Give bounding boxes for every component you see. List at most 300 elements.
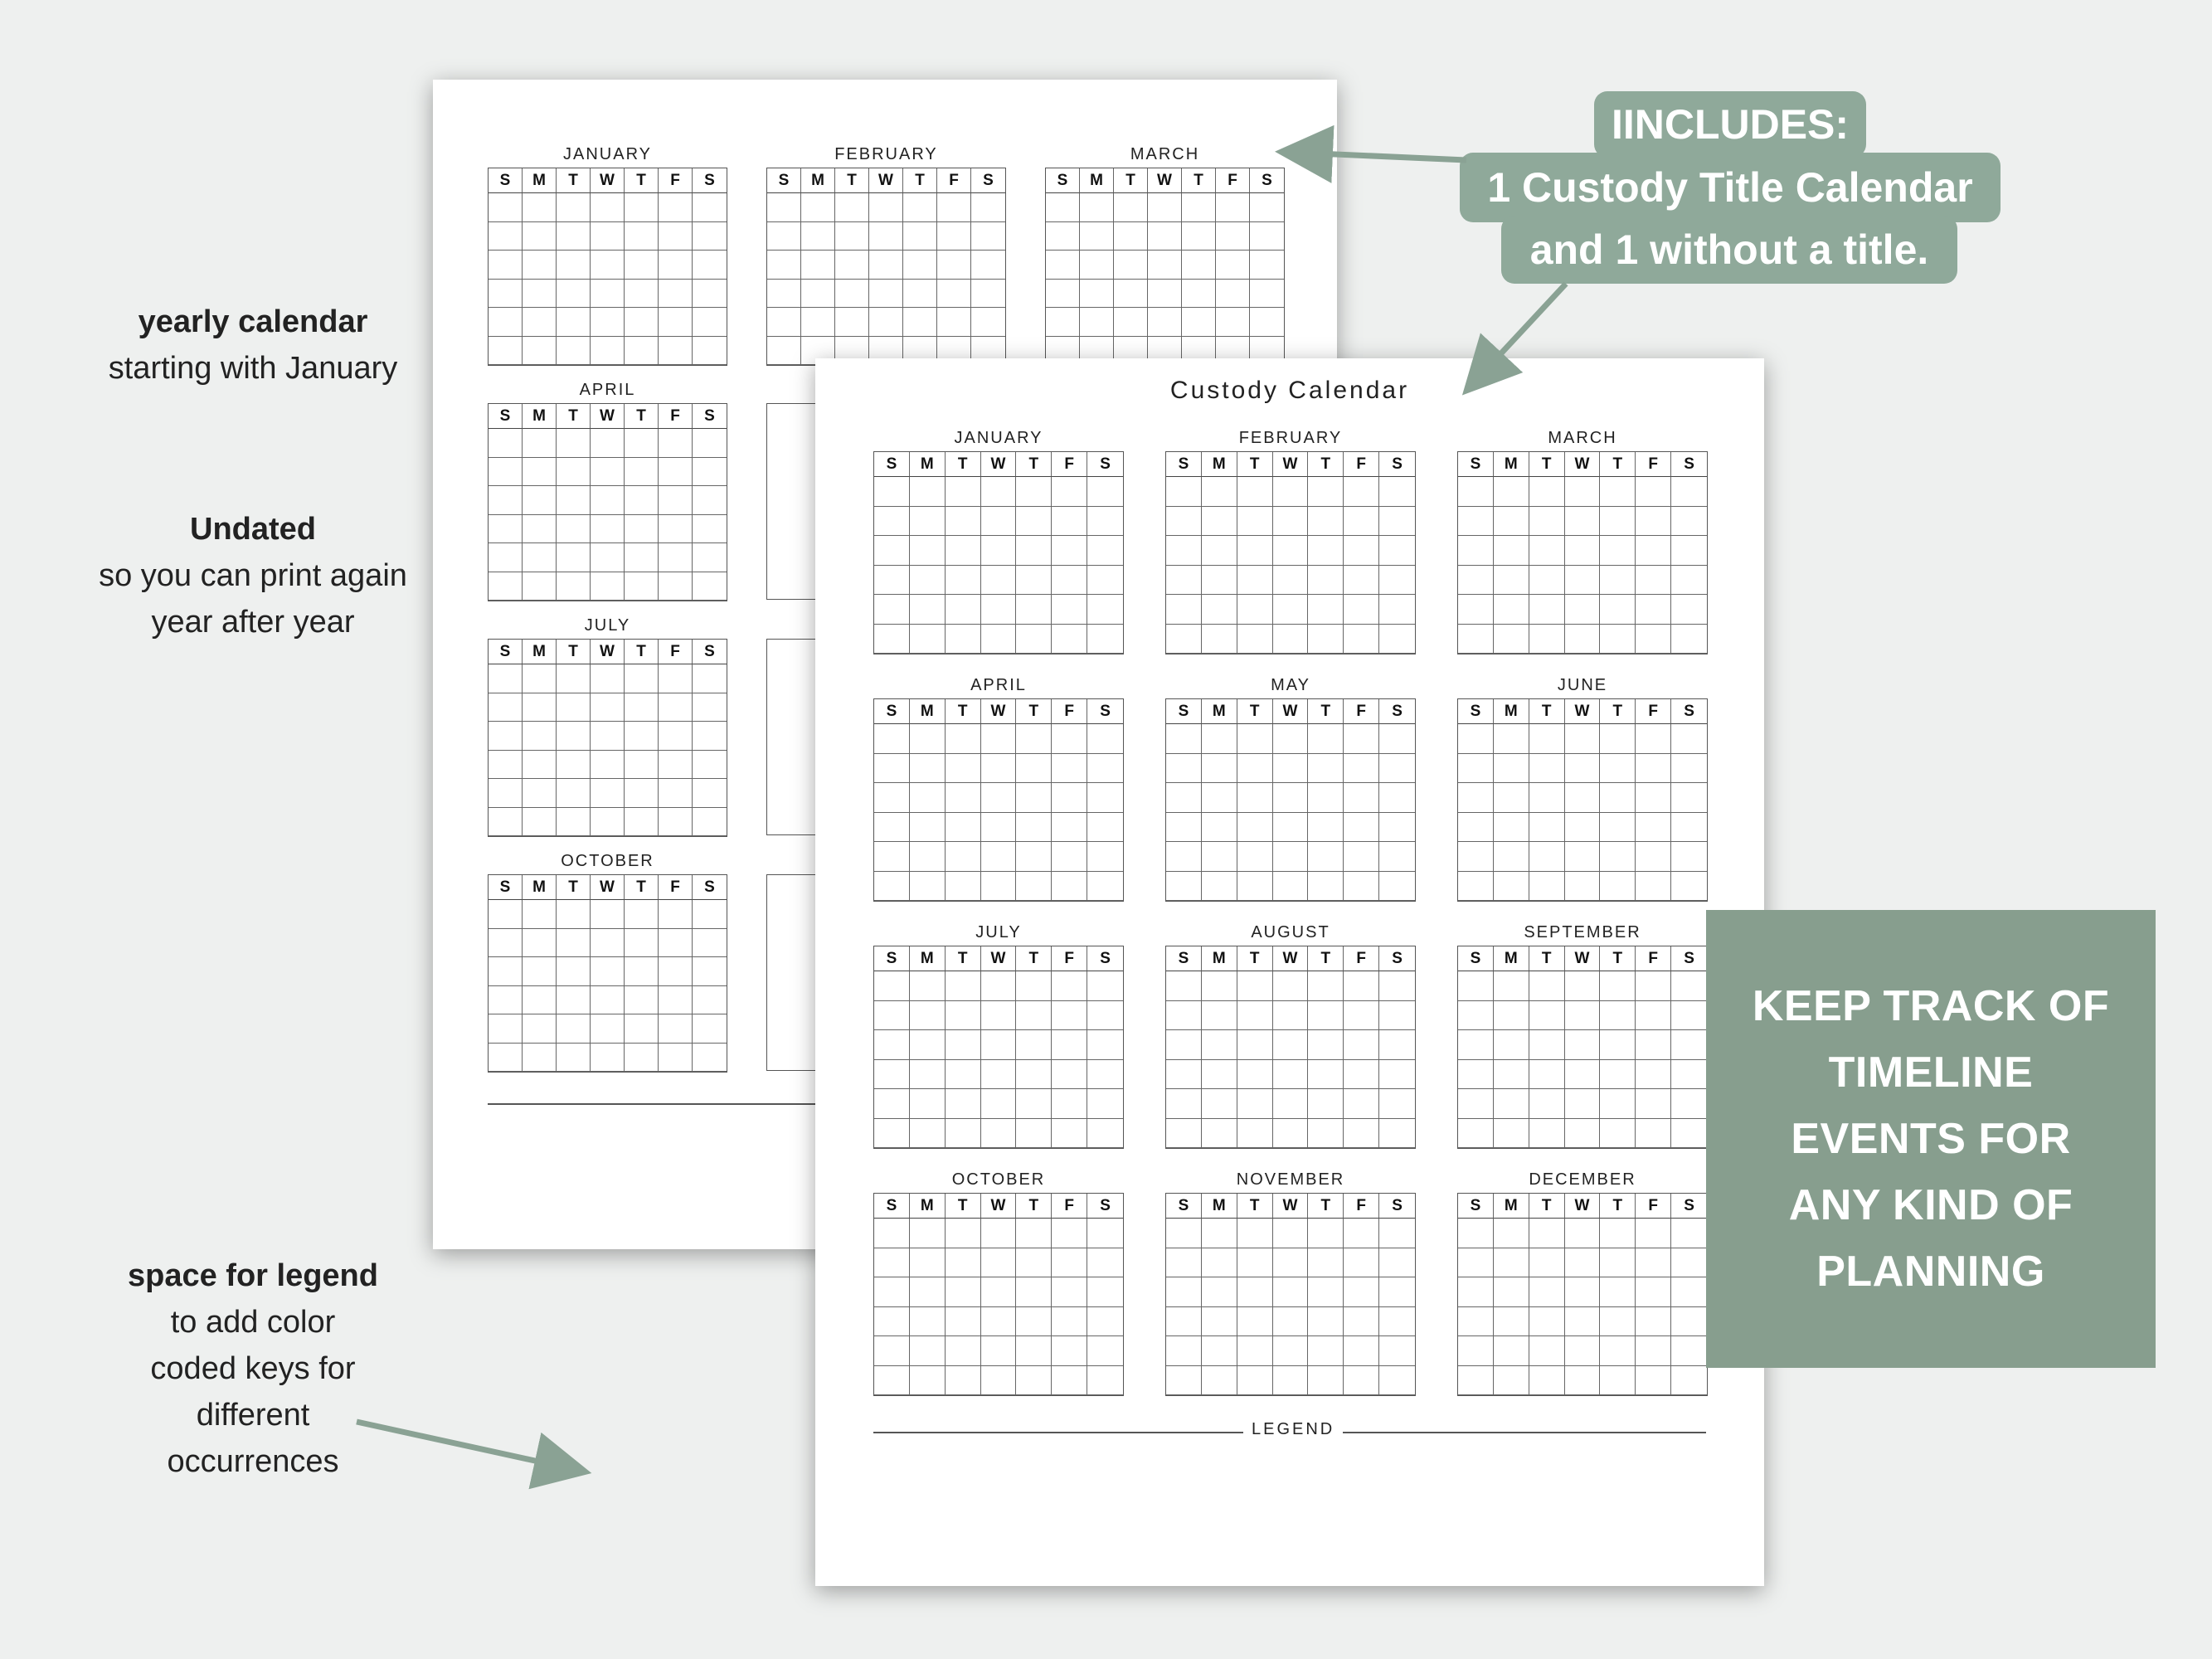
weekday-header: T bbox=[1600, 699, 1636, 724]
weekday-header: M bbox=[1080, 168, 1114, 193]
month-label: AUGUST bbox=[1251, 923, 1330, 941]
month-november bbox=[1165, 1166, 1416, 1394]
day-cell bbox=[557, 515, 591, 544]
day-cell bbox=[1087, 724, 1123, 754]
day-cell bbox=[1344, 536, 1379, 566]
day-cell bbox=[1379, 971, 1415, 1001]
day-cell bbox=[1308, 754, 1344, 784]
day-cell bbox=[659, 986, 693, 1015]
day-cell bbox=[801, 193, 835, 222]
weekday-header: S bbox=[1166, 452, 1202, 477]
day-cell bbox=[1636, 1307, 1671, 1337]
day-cell bbox=[625, 308, 659, 337]
day-cell bbox=[489, 779, 523, 808]
day-cell bbox=[489, 986, 523, 1015]
day-cell bbox=[523, 808, 557, 837]
weekday-header: M bbox=[1202, 1194, 1237, 1219]
day-cell bbox=[946, 1060, 981, 1090]
day-cell bbox=[489, 572, 523, 601]
day-cell bbox=[1636, 595, 1671, 625]
day-cell bbox=[625, 693, 659, 722]
day-cell bbox=[591, 222, 625, 251]
weekday-header: S bbox=[1166, 946, 1202, 971]
month-march bbox=[1457, 425, 1708, 653]
weekday-header: F bbox=[1052, 1194, 1087, 1219]
day-cell bbox=[1016, 1001, 1052, 1031]
day-cell bbox=[1087, 813, 1123, 843]
weekday-header: S bbox=[1671, 946, 1707, 971]
day-cell bbox=[1114, 251, 1148, 280]
day-cell bbox=[659, 515, 693, 544]
day-cell bbox=[1494, 842, 1529, 872]
month-april bbox=[873, 672, 1124, 900]
weekday-header: F bbox=[1636, 699, 1671, 724]
day-cell bbox=[591, 337, 625, 366]
day-cell bbox=[1379, 1219, 1415, 1248]
month-label: MARCH bbox=[1130, 145, 1200, 163]
day-cell bbox=[591, 572, 625, 601]
month-grid bbox=[488, 168, 727, 366]
weekday-header: F bbox=[1344, 452, 1379, 477]
day-cell bbox=[1529, 477, 1565, 507]
weekday-header: T bbox=[557, 168, 591, 193]
weekday-header: F bbox=[1636, 946, 1671, 971]
day-cell bbox=[946, 595, 981, 625]
day-cell bbox=[910, 507, 946, 537]
day-cell bbox=[557, 779, 591, 808]
day-cell bbox=[910, 595, 946, 625]
day-cell bbox=[1308, 1307, 1344, 1337]
day-cell bbox=[1166, 1219, 1202, 1248]
day-cell bbox=[1046, 193, 1080, 222]
day-cell bbox=[523, 957, 557, 986]
day-cell bbox=[489, 337, 523, 366]
day-cell bbox=[659, 543, 693, 572]
day-cell bbox=[1344, 1219, 1379, 1248]
weekday-header: M bbox=[1202, 699, 1237, 724]
day-cell bbox=[1237, 1219, 1273, 1248]
day-cell bbox=[1494, 1336, 1529, 1366]
day-cell bbox=[1565, 971, 1601, 1001]
day-cell bbox=[489, 251, 523, 280]
day-cell bbox=[625, 1044, 659, 1073]
day-cell bbox=[971, 308, 1005, 337]
day-cell bbox=[1458, 1307, 1494, 1337]
day-cell bbox=[946, 1089, 981, 1119]
day-cell bbox=[1273, 1030, 1309, 1060]
day-cell bbox=[1016, 625, 1052, 654]
day-cell bbox=[1016, 536, 1052, 566]
day-cell bbox=[1344, 1277, 1379, 1307]
day-cell bbox=[591, 429, 625, 458]
day-cell bbox=[557, 900, 591, 929]
day-cell bbox=[1636, 1001, 1671, 1031]
day-cell bbox=[1114, 280, 1148, 309]
day-cell bbox=[489, 222, 523, 251]
day-cell bbox=[1052, 1336, 1087, 1366]
day-cell bbox=[1600, 754, 1636, 784]
day-cell bbox=[659, 308, 693, 337]
day-cell bbox=[1148, 251, 1182, 280]
day-cell bbox=[1273, 1119, 1309, 1149]
day-cell bbox=[693, 693, 727, 722]
day-cell bbox=[523, 222, 557, 251]
day-cell bbox=[1379, 595, 1415, 625]
month-label: FEBRUARY bbox=[1238, 429, 1343, 447]
day-cell bbox=[1379, 1248, 1415, 1278]
weekday-header: T bbox=[946, 1194, 981, 1219]
day-cell bbox=[1494, 872, 1529, 902]
day-cell bbox=[1344, 813, 1379, 843]
day-cell bbox=[1016, 1219, 1052, 1248]
day-cell bbox=[1052, 507, 1087, 537]
day-cell bbox=[835, 280, 869, 309]
day-cell bbox=[1308, 1366, 1344, 1396]
day-cell bbox=[1202, 566, 1237, 596]
day-cell bbox=[874, 566, 910, 596]
day-cell bbox=[659, 779, 693, 808]
day-cell bbox=[1273, 625, 1309, 654]
day-cell bbox=[1636, 754, 1671, 784]
day-cell bbox=[523, 986, 557, 1015]
day-cell bbox=[981, 536, 1017, 566]
day-cell bbox=[1308, 625, 1344, 654]
day-cell bbox=[591, 664, 625, 693]
day-cell bbox=[1636, 507, 1671, 537]
day-cell bbox=[1671, 872, 1707, 902]
day-cell bbox=[557, 222, 591, 251]
day-cell bbox=[1237, 842, 1273, 872]
month-grid bbox=[1165, 698, 1416, 902]
day-cell bbox=[1148, 280, 1182, 309]
day-cell bbox=[1166, 625, 1202, 654]
day-cell bbox=[1166, 477, 1202, 507]
day-cell bbox=[489, 722, 523, 751]
day-cell bbox=[1087, 595, 1123, 625]
day-cell bbox=[1216, 222, 1250, 251]
day-cell bbox=[1202, 595, 1237, 625]
day-cell bbox=[1494, 1307, 1529, 1337]
day-cell bbox=[1379, 625, 1415, 654]
note-legend-space-title: space for legend bbox=[128, 1258, 378, 1293]
day-cell bbox=[557, 308, 591, 337]
day-cell bbox=[1273, 1277, 1309, 1307]
day-cell bbox=[1080, 280, 1114, 309]
promo-line-2: TIMELINE bbox=[1828, 1048, 2034, 1097]
day-cell bbox=[1052, 842, 1087, 872]
day-cell bbox=[1529, 625, 1565, 654]
day-cell bbox=[874, 477, 910, 507]
weekday-header: S bbox=[1458, 1194, 1494, 1219]
day-cell bbox=[1273, 1336, 1309, 1366]
day-cell bbox=[1202, 477, 1237, 507]
day-cell bbox=[557, 458, 591, 487]
weekday-header: T bbox=[1600, 1194, 1636, 1219]
day-cell bbox=[1379, 1001, 1415, 1031]
weekday-header: T bbox=[625, 168, 659, 193]
day-cell bbox=[1237, 724, 1273, 754]
day-cell bbox=[946, 1030, 981, 1060]
day-cell bbox=[1458, 1089, 1494, 1119]
day-cell bbox=[591, 308, 625, 337]
day-cell bbox=[801, 308, 835, 337]
day-cell bbox=[1237, 754, 1273, 784]
day-cell bbox=[693, 337, 727, 366]
day-cell bbox=[1308, 1089, 1344, 1119]
day-cell bbox=[1308, 1336, 1344, 1366]
day-cell bbox=[910, 754, 946, 784]
weekday-header: W bbox=[981, 699, 1017, 724]
day-cell bbox=[869, 251, 903, 280]
day-cell bbox=[874, 1001, 910, 1031]
weekday-header: W bbox=[591, 168, 625, 193]
month-grid bbox=[873, 451, 1124, 654]
day-cell bbox=[910, 872, 946, 902]
weekday-header: T bbox=[1237, 1194, 1273, 1219]
day-cell bbox=[1671, 1248, 1707, 1278]
month-label: SEPTEMBER bbox=[1524, 923, 1641, 941]
day-cell bbox=[946, 566, 981, 596]
weekday-header: S bbox=[874, 452, 910, 477]
day-cell bbox=[1671, 1366, 1707, 1396]
day-cell bbox=[693, 957, 727, 986]
day-cell bbox=[1671, 971, 1707, 1001]
day-cell bbox=[946, 872, 981, 902]
day-cell bbox=[1379, 477, 1415, 507]
month-october bbox=[873, 1166, 1124, 1394]
day-cell bbox=[523, 280, 557, 309]
day-cell bbox=[591, 808, 625, 837]
day-cell bbox=[835, 308, 869, 337]
day-cell bbox=[693, 779, 727, 808]
weekday-header: T bbox=[946, 699, 981, 724]
weekday-header: F bbox=[1636, 452, 1671, 477]
day-cell bbox=[1273, 566, 1309, 596]
weekday-header: T bbox=[1529, 699, 1565, 724]
day-cell bbox=[659, 900, 693, 929]
day-cell bbox=[1600, 595, 1636, 625]
day-cell bbox=[1273, 1060, 1309, 1090]
day-cell bbox=[1636, 536, 1671, 566]
day-cell bbox=[1379, 842, 1415, 872]
day-cell bbox=[910, 1336, 946, 1366]
day-cell bbox=[489, 486, 523, 515]
day-cell bbox=[874, 813, 910, 843]
day-cell bbox=[1237, 477, 1273, 507]
day-cell bbox=[1600, 1219, 1636, 1248]
day-cell bbox=[693, 458, 727, 487]
day-cell bbox=[1636, 1060, 1671, 1090]
day-cell bbox=[946, 1219, 981, 1248]
day-cell bbox=[981, 1248, 1017, 1278]
day-cell bbox=[1636, 971, 1671, 1001]
day-cell bbox=[981, 1089, 1017, 1119]
note-legend-space-text-2: coded keys for bbox=[150, 1351, 356, 1386]
day-cell bbox=[523, 722, 557, 751]
day-cell bbox=[489, 515, 523, 544]
day-cell bbox=[946, 783, 981, 813]
day-cell bbox=[625, 193, 659, 222]
day-cell bbox=[1458, 724, 1494, 754]
day-cell bbox=[1182, 222, 1216, 251]
month-label: DECEMBER bbox=[1529, 1170, 1636, 1189]
day-cell bbox=[1529, 813, 1565, 843]
day-cell bbox=[1494, 1001, 1529, 1031]
day-cell bbox=[1046, 280, 1080, 309]
weekday-header: W bbox=[1273, 452, 1309, 477]
day-cell bbox=[1087, 872, 1123, 902]
day-cell bbox=[1166, 1248, 1202, 1278]
weekday-header: F bbox=[1636, 1194, 1671, 1219]
day-cell bbox=[1052, 1366, 1087, 1396]
day-cell bbox=[557, 486, 591, 515]
day-cell bbox=[1237, 872, 1273, 902]
day-cell bbox=[489, 808, 523, 837]
day-cell bbox=[693, 193, 727, 222]
day-cell bbox=[1565, 566, 1601, 596]
month-label: MARCH bbox=[1548, 429, 1617, 447]
day-cell bbox=[523, 486, 557, 515]
day-cell bbox=[1344, 971, 1379, 1001]
weekday-header: T bbox=[1237, 946, 1273, 971]
day-cell bbox=[1529, 724, 1565, 754]
day-cell bbox=[1458, 783, 1494, 813]
weekday-header: S bbox=[1379, 946, 1415, 971]
day-cell bbox=[1494, 1277, 1529, 1307]
month-label: NOVEMBER bbox=[1236, 1170, 1345, 1189]
day-cell bbox=[1016, 813, 1052, 843]
day-cell bbox=[1273, 1089, 1309, 1119]
day-cell bbox=[489, 1044, 523, 1073]
day-cell bbox=[1636, 1030, 1671, 1060]
day-cell bbox=[874, 724, 910, 754]
day-cell bbox=[591, 251, 625, 280]
day-cell bbox=[1529, 1219, 1565, 1248]
weekday-header: W bbox=[869, 168, 903, 193]
day-cell bbox=[1671, 595, 1707, 625]
day-cell bbox=[659, 664, 693, 693]
weekday-header: M bbox=[1494, 699, 1529, 724]
day-cell bbox=[1458, 813, 1494, 843]
day-cell bbox=[1273, 813, 1309, 843]
day-cell bbox=[1273, 783, 1309, 813]
day-cell bbox=[489, 1014, 523, 1044]
day-cell bbox=[1344, 477, 1379, 507]
day-cell bbox=[1052, 595, 1087, 625]
day-cell bbox=[1052, 477, 1087, 507]
day-cell bbox=[971, 193, 1005, 222]
day-cell bbox=[1308, 1219, 1344, 1248]
day-cell bbox=[1166, 872, 1202, 902]
day-cell bbox=[981, 971, 1017, 1001]
day-cell bbox=[1379, 724, 1415, 754]
day-cell bbox=[693, 929, 727, 958]
day-cell bbox=[1308, 872, 1344, 902]
day-cell bbox=[1087, 1089, 1123, 1119]
day-cell bbox=[1600, 842, 1636, 872]
weekday-header: M bbox=[1494, 946, 1529, 971]
day-cell bbox=[1052, 1307, 1087, 1337]
promo-line-1: KEEP TRACK OF bbox=[1752, 982, 2110, 1030]
day-cell bbox=[557, 337, 591, 366]
day-cell bbox=[937, 193, 971, 222]
day-cell bbox=[1636, 1248, 1671, 1278]
day-cell bbox=[1494, 1366, 1529, 1396]
day-cell bbox=[1166, 595, 1202, 625]
month-label: OCTOBER bbox=[951, 1170, 1046, 1189]
day-cell bbox=[1671, 813, 1707, 843]
day-cell bbox=[1166, 1307, 1202, 1337]
day-cell bbox=[693, 572, 727, 601]
day-cell bbox=[1046, 222, 1080, 251]
month-july bbox=[873, 919, 1124, 1147]
day-cell bbox=[946, 1366, 981, 1396]
month-grid bbox=[1165, 946, 1416, 1149]
day-cell bbox=[625, 251, 659, 280]
day-cell bbox=[1080, 222, 1114, 251]
day-cell bbox=[1016, 507, 1052, 537]
day-cell bbox=[874, 1277, 910, 1307]
day-cell bbox=[1202, 625, 1237, 654]
day-cell bbox=[910, 536, 946, 566]
weekday-header: T bbox=[1016, 699, 1052, 724]
weekday-header: T bbox=[903, 168, 937, 193]
month-september bbox=[1457, 919, 1708, 1147]
day-cell bbox=[1273, 754, 1309, 784]
day-cell bbox=[1087, 625, 1123, 654]
day-cell bbox=[1087, 1307, 1123, 1337]
day-cell bbox=[1494, 813, 1529, 843]
weekday-header: S bbox=[489, 875, 523, 900]
day-cell bbox=[1087, 1366, 1123, 1396]
day-cell bbox=[523, 779, 557, 808]
page-title: Custody Calendar bbox=[1169, 377, 1410, 404]
day-cell bbox=[591, 1014, 625, 1044]
day-cell bbox=[1565, 595, 1601, 625]
day-cell bbox=[874, 595, 910, 625]
day-cell bbox=[489, 308, 523, 337]
day-cell bbox=[1565, 783, 1601, 813]
day-cell bbox=[523, 664, 557, 693]
day-cell bbox=[903, 193, 937, 222]
day-cell bbox=[625, 986, 659, 1015]
includes-line1-bubble bbox=[1460, 153, 2001, 222]
month-grid bbox=[1165, 1193, 1416, 1396]
day-cell bbox=[1565, 842, 1601, 872]
day-cell bbox=[693, 900, 727, 929]
day-cell bbox=[1565, 872, 1601, 902]
day-cell bbox=[1494, 724, 1529, 754]
day-cell bbox=[1250, 308, 1284, 337]
day-cell bbox=[869, 193, 903, 222]
day-cell bbox=[659, 572, 693, 601]
day-cell bbox=[625, 515, 659, 544]
day-cell bbox=[874, 1060, 910, 1090]
day-cell bbox=[1250, 193, 1284, 222]
day-cell bbox=[1600, 1119, 1636, 1149]
day-cell bbox=[1237, 595, 1273, 625]
weekday-header: T bbox=[557, 875, 591, 900]
day-cell bbox=[659, 1044, 693, 1073]
day-cell bbox=[1600, 1307, 1636, 1337]
day-cell bbox=[937, 280, 971, 309]
day-cell bbox=[1273, 1307, 1309, 1337]
day-cell bbox=[1182, 193, 1216, 222]
day-cell bbox=[767, 280, 801, 309]
weekday-header: S bbox=[1087, 1194, 1123, 1219]
day-cell bbox=[1273, 1248, 1309, 1278]
weekday-header: F bbox=[937, 168, 971, 193]
